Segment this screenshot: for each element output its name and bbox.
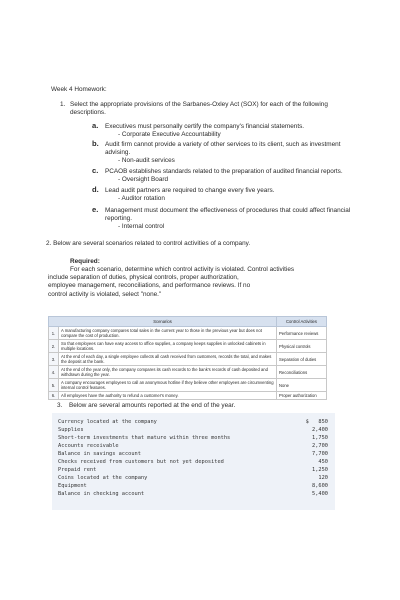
item-text: PCAOB establishes standards related to the preparation of audited financial reports. bbox=[105, 168, 343, 175]
instruction-line: employee management, reconciliations, and performance reviews. If no bbox=[48, 282, 251, 290]
amount-label: Supplies bbox=[58, 427, 84, 433]
row-number: 3. bbox=[49, 353, 59, 366]
amount-row bbox=[58, 475, 328, 482]
amount-row bbox=[58, 427, 328, 434]
scenarios-table bbox=[48, 316, 327, 400]
table-row bbox=[49, 327, 327, 340]
item-answer: - Oversight Board bbox=[118, 176, 169, 184]
control-activity-cell[interactable]: Proper authorization bbox=[277, 392, 327, 400]
amount-value: 2,700 bbox=[312, 443, 328, 449]
amount-row bbox=[58, 459, 328, 466]
table-row bbox=[49, 366, 327, 379]
amount-label: Balance in savings account bbox=[58, 451, 141, 457]
control-activity-cell[interactable]: Separation of duties bbox=[277, 353, 327, 366]
amount-label: Checks received from customers but not yet deposited bbox=[58, 459, 224, 465]
item-letter: a. bbox=[92, 121, 99, 130]
row-number: 1. bbox=[49, 327, 59, 340]
amount-value: 7,700 bbox=[312, 451, 328, 457]
table-row bbox=[49, 379, 327, 392]
control-activity-cell[interactable]: Reconciliations bbox=[277, 366, 327, 379]
item-letter: c. bbox=[92, 166, 99, 175]
amount-label: Coins located at the company bbox=[58, 475, 148, 481]
control-activity-cell[interactable]: Physical controls bbox=[277, 340, 327, 353]
table-row bbox=[49, 353, 327, 366]
amount-label: Balance in checking account bbox=[58, 491, 145, 497]
control-activities-header: Control Activities bbox=[277, 317, 327, 327]
item-answer: - Auditor rotation bbox=[118, 195, 165, 203]
item-text: Executives must personally certify the company's financial statements. bbox=[105, 123, 305, 130]
item-letter: b. bbox=[92, 139, 99, 148]
scenario-cell: A company encourages employees to call an anonymous hotline if they believe other employees are circumventing internal control features. bbox=[59, 379, 277, 392]
amount-row bbox=[58, 483, 328, 490]
item-answer: - Internal control bbox=[118, 223, 165, 231]
amount-value: 1,750 bbox=[312, 435, 328, 441]
page-title: Week 4 Homework: bbox=[51, 86, 107, 93]
table-row bbox=[49, 340, 327, 353]
question-3-text: Below are several amounts reported at the end of the year. bbox=[69, 402, 236, 409]
item-letter: e. bbox=[92, 205, 99, 214]
amount-row bbox=[58, 435, 328, 442]
amount-row bbox=[58, 491, 328, 498]
amount-value: $ 850 bbox=[305, 419, 328, 425]
amount-row bbox=[58, 467, 328, 474]
scenario-cell: All employees have the authority to refund a customer's money. bbox=[59, 392, 277, 400]
control-activity-cell[interactable]: None bbox=[277, 379, 327, 392]
item-text: Audit firm cannot provide a variety of other services to its client, such as investment advising. bbox=[105, 141, 341, 157]
amount-value: 120 bbox=[318, 475, 328, 481]
item-answer: - Non-audit services bbox=[118, 157, 175, 165]
amount-label: Short-term investments that mature within three months bbox=[58, 435, 231, 441]
amount-label: Accounts receivable bbox=[58, 443, 119, 449]
question-1-text: Select the appropriate provisions of the Sarbanes-Oxley Act (SOX) for each of the following descriptions. bbox=[70, 101, 328, 117]
amount-label: Prepaid rent bbox=[58, 467, 97, 473]
amount-value: 450 bbox=[318, 459, 328, 465]
control-activity-cell[interactable]: Performance reviews bbox=[277, 327, 327, 340]
item-letter: d. bbox=[92, 185, 99, 194]
amount-row bbox=[58, 419, 328, 426]
question-1-number: 1. bbox=[60, 101, 66, 108]
scenario-cell: At the end of each day, a single employee collects all cash received from customers, records the total, and makes the deposit at the bank. bbox=[59, 353, 277, 366]
item-text: Lead audit partners are required to change every five years. bbox=[105, 187, 275, 194]
amount-label: Currency located at the company bbox=[58, 419, 157, 425]
table-row bbox=[49, 392, 327, 400]
scenario-cell: A manufacturing company compares total sales in the current year to those in the previous year but does not compare the cost of production. bbox=[59, 327, 277, 340]
instruction-line: control activity is violated, select "none." bbox=[48, 290, 162, 298]
amount-row bbox=[58, 443, 328, 450]
amount-label: Equipment bbox=[58, 483, 87, 489]
row-number: 2. bbox=[49, 340, 59, 353]
item-text: Management must document the effectiveness of procedures that could affect financial reporting. bbox=[105, 207, 351, 223]
instruction-line: include separation of duties, physical controls, proper authorization, bbox=[48, 274, 239, 282]
amount-value: 5,400 bbox=[312, 491, 328, 497]
row-number: 6. bbox=[49, 392, 59, 400]
row-number: 5. bbox=[49, 379, 59, 392]
row-number: 4. bbox=[49, 366, 59, 379]
question-3-number: 3. bbox=[57, 402, 63, 409]
amount-value: 2,400 bbox=[312, 427, 328, 433]
item-answer: - Corporate Executive Accountability bbox=[118, 131, 221, 139]
scenarios-header: Scenarios bbox=[49, 317, 277, 327]
required-instructions bbox=[48, 266, 333, 299]
question-2-text: 2. Below are several scenarios related to control activities of a company. bbox=[46, 240, 251, 247]
scenario-cell: So that employees can have easy access to office supplies, a company keeps supplies in unlocked cabinets in multiple locations. bbox=[59, 340, 277, 353]
required-heading: Required: bbox=[70, 258, 100, 265]
scenario-cell: At the end of the year only, the company compares its cash records to the bank's records of cash deposited and withdrawn during the year. bbox=[59, 366, 277, 379]
amounts-box bbox=[52, 413, 335, 510]
instruction-line: For each scenario, determine which control activity is violated. Control activities bbox=[70, 266, 295, 273]
amount-value: 8,600 bbox=[312, 483, 328, 489]
amount-row bbox=[58, 451, 328, 458]
amount-value: 1,250 bbox=[312, 467, 328, 473]
